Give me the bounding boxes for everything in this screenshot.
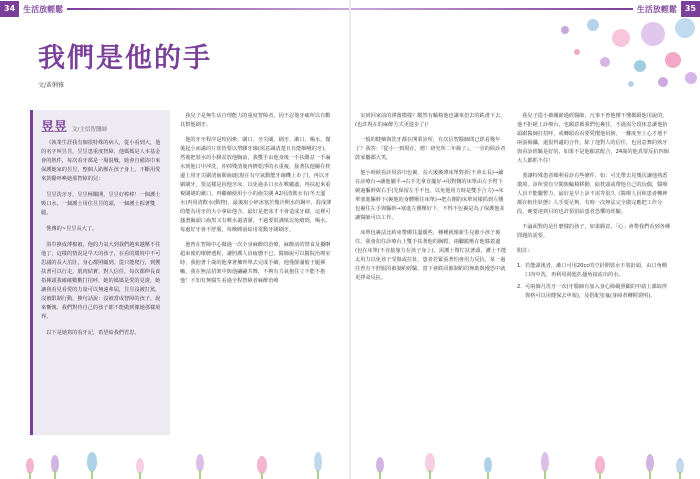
note-item xyxy=(517,283,672,301)
notes-title: 附註： xyxy=(517,248,533,254)
note-item xyxy=(517,262,672,280)
body-paragraph: 他曾在智障中心做過一次全身麻醉的治療，麻醉前的禁食及擾啊超束後的壞脾透程，讓照護人員疲憊不已，醫師說可以醫院治療室時，我抱著十歲的他拿著擁齊單去完成手續，他僅靜滿般于腿揮癱，我在無法招架中與他翩翩共舞，不夠有力氣抱住立不能不抱他！不知有無醫生看過全程智障者麻醉治療 xyxy=(180,242,331,284)
right-magazine-name: 生活放輕鬆 xyxy=(636,3,677,14)
sidebar-paragraph: 《執業生涯我有個很特殊的病人，從小看到大，他的名字叫昱昱，昱昱患重度智障，他媽媽是人本基金會的熱件，每次看牙都是一場混戰，她會自備浴巾來保護她家的昱昱，整個人趴壓在孩子身上，不斷用愛來鼓勵呼喚她那智障的兒： xyxy=(41,140,161,182)
body-paragraph: 我兒子從小被關節過經醫師，凡事不曾他懂不懂都跟他用說的，他不拒絕上診療台，也願意被我們包裹住，不過需分段休息讓他抬頭跟醫師打招呼，或轉頭看看要愛攪他肩膀，一難度坐上心才地不兩張禍攝，還很得適的合作，除了他對人的信任，也因意舞的熟牙與看診經驗是好的，如果不是他願意配合，24歲的他真要反抗四個大人都抓不住！ xyxy=(517,113,669,164)
sidebar-title: 昱昱 xyxy=(41,120,68,135)
note-number: 2. xyxy=(517,284,522,290)
body-paragraph: 不論面對的是什麼樣的孩子，如果願意，「心」會帶我們看到各種問題的需要。 xyxy=(517,224,671,239)
sidebar-paragraph: 昱昱洗牙牙，昱昱極闡開，昱昱好棒棒！一個護士吸口水，一個護士用住昱昱的頭，一個護士握著雙腿。 xyxy=(41,192,161,216)
note-text: 可兩個月洗牙一次(牙醫師有加入身心障礙照顧的申請上課取得資格可以用健保去申報)，及搭配塗氟(身障者轉附證明)。 xyxy=(525,284,668,299)
body-paragraph: 床單包裹法比約束帶綁住溫暖些，種種就像新生兒被小孩子裏住，我會扣住診療台上雙手扶著他的胸膛，兩腳跪壓在他膝蓋邊(包在床單(不直接施力在孩子身上)，需護士幫忙扶著頭，護士不能太用力以免孩子受傷或拉扯，患者若緊張著怕會用力反抗，某一過往曾有不舒服的被制約經驗，當下會跌回被制約的無助與慢恐中就更掙命反抗。 xyxy=(355,230,507,281)
decorative-bubbles-illustration xyxy=(545,0,700,95)
sidebar-paragraph: 浴巾換成薄棉被，他的力氣大到我們越來越壓不住他了，這樣的情況是早天的孩子，在看的環境中不可思議的長大茁壯，身心都照顧到。從只能爬行，到獲扶著可以行走，肌肉結實，對人信任，每次都伸長食指揮頭我確確數數打招呼，她的媽媽是愛的見證，她讓我看見看愛的力量可以無遠弗屆，昱昱沒被打罵，沒被限制行動，換句話說：沒被當成智障的孩子，說來慚愧，我們對待自己的孩子都不能做到像她那樣境界。 xyxy=(41,242,161,320)
sidebar-paragraph: 以下是她寫的看牙記，希望給我們省思。 xyxy=(46,330,140,336)
note-text: 若能頭後者，漱口可用20cc的空針開裝水不裝針頭，由口角側口內中洗，再利用湯匙扒搔角接流出的水。 xyxy=(525,263,667,278)
sidebar-header xyxy=(41,116,164,135)
body-paragraph: 我兒子是無生活自理能力的重度智障者，因不忍他牙痛所以有勸其幫他刷牙。 xyxy=(180,113,331,128)
left-body-column xyxy=(180,112,332,444)
body-paragraph: 要讓特殊患者順利看診有些條件，如：可先帶去見幾次讓他熟悉環境，診所要有空間與輪椅移動，給枕頭或帶他自己的玩偶，醫療人員不能屬暫力，最好是早上診不需等很久《醫療人員和患者轉神都在較佳狀態》人手要足夠，有時一次無法完全做完應把工作分段，硬要達到目的也許預留給患者恐懼的經驗。 xyxy=(517,173,668,215)
sidebar-author: 文/主信智醫師 xyxy=(72,127,107,133)
left-header-rule xyxy=(67,8,349,10)
left-page-header xyxy=(0,0,349,18)
body-paragraph: 一般的健檢與洗牙都在開業診所，有次信智醫師問已經看幾年了？我答：『從小一到現在，嗯！研究所二年級了』，一旁的候診者鼓家屬都大笑。 xyxy=(355,137,506,161)
right-body-column-1 xyxy=(355,112,507,444)
left-magazine-name: 生活放輕鬆 xyxy=(23,3,64,14)
right-body-column-2 xyxy=(517,112,672,444)
decorative-bottom-illustration xyxy=(0,446,700,479)
right-page-number: 35 xyxy=(681,1,700,17)
body-paragraph: 他的牙牙程序是咬固牽、刷口、牙尖刷、刷牙、漱口、喝水，餐後起小而滿的片狀皆要以塑膠牙線(需意識清楚且有能咽嚥的牙)，然後把裝水的小臉盆放他胸前，我雙手由他身後一手扶酪盆一手漏水到他口中沖洗，沖掉殘渣後再擠乾淨的水重複，接著扶他關在枕邊上用牙尖刷清齒間齒縫(現在有空氣動能牙線機上市了)，再以牙刷刷牙，要這樣是因他牙床，以免過多口水在喉嚨處，再扶起來重複刷刷的漱口，再繼續使用小小的齒尖刷 A2用清飲水有(冬天溫水)再用清飲水(動物)，最後取小碎冰塞於幾冷開水的鋼中，混成薄的能為用牙的大小拿給他含，最好是把冰才不會造成牙刷，這裡可搔潛擬頭口齒黑又有喉水還清潔，不過要很謹慎以免嗆到，喝水，每處好牙會不舒服，每晚睡前給用電動牙刷刷牙。 xyxy=(180,137,332,233)
sidebar-box xyxy=(30,110,170,435)
article-title: 我們是他的手 xyxy=(38,43,212,74)
body-paragraph: 室到回家前的澤薑模樣？縱然有輪椅他也讓來扭去的跌滑下去，(也許現在的麻醉方式更進步了)！ xyxy=(355,113,506,128)
article-byline: 文/黃俐雅 xyxy=(38,82,65,89)
left-page-number: 34 xyxy=(0,1,19,17)
sidebar-paragraph: 憔傳的~昱昱長大了。 xyxy=(46,226,98,232)
body-paragraph: 他小時候看診用浴巾包裹，長大後換薄床單對折(不會太長)→鋪在診療台→讓他躺平→右手先拿直擺好→用對側的床單由左手臂下繞過軀幹與右手(先保留左手不包，以免他用力時是雙手合力)→床單塞進驅幹下(裹他的身體壓住床單)→把右側的床單同樣抓到左側包裹住左手與軀幹→塞進左側壓好下，不得不包裹是為了保護他並讓醫師可以工作。 xyxy=(355,170,505,221)
page-gutter xyxy=(349,0,351,479)
note-number: 1. xyxy=(517,263,522,269)
